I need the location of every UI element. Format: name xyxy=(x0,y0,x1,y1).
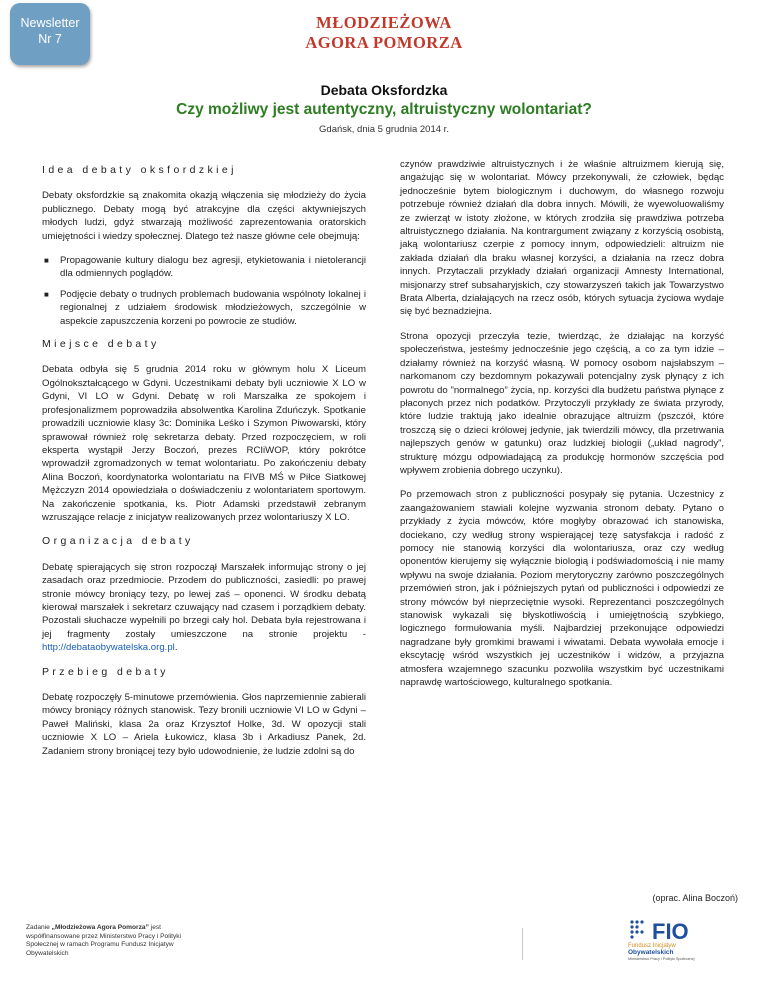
funding-project: „Młodzieżowa Agora Pomorza” xyxy=(51,924,149,931)
section-heading-course: Przebieg debaty xyxy=(42,665,169,678)
section-heading-place: Miejsce debaty xyxy=(42,338,160,351)
fio-line2: Obywatelskich xyxy=(628,949,674,956)
paragraph-end: . xyxy=(174,642,178,654)
page-title: Debata Oksfordzka xyxy=(320,82,448,98)
list-item-text: Podjęcie debaty o trudnych problemach budowania wspólnoty lokalnej i regionalnej z udziałem środowisk młodzieżowych, szczególnie w aspekcie zapuszczenia korzeni po powrocie ze studiów. xyxy=(60,288,366,327)
paragraph: Strona opozycji przeczyła tezie, twierdząc, że działając na korzyść społeczeństwa, jesteśmy jednocześnie jego częścią, a co za tym idzie – działamy również na korzyść własną. W pomocy osobom najsłabszym – narkomanom czy bezdomnym pokazywali potencjalny zysk płynący z ich powrotu do ”normalnego” życia, np. korzyści dla budżetu państwa płynące z płaconych przez nich podatków. Przytoczyli przykłady ze świata przyrody, które ludzie traktują jako idealnie obrazujące altruizm (pszczół, które troszczą się o dzieci królowej jedynie, jak twierdzili mówcy, dla przetrwania najlepszych genów w gatunku) oraz ludzkiej biologii („układ nagrody”, strukturę mózgu odpowiadającą za produkcję hormonów szczęścia pod wpływem zrobienia dobrego uczynku). xyxy=(400,330,724,476)
funding-post: jest współfinansowane przez Ministerstwo Pracy i Polityki Społecznej w ramach Programu Fundusz Inicjatyw Obywatelskich xyxy=(26,924,182,957)
funding-pre: Zadanie xyxy=(26,924,52,931)
brand-title xyxy=(0,13,768,53)
author-credit: (oprac. Alina Boczoń) xyxy=(652,893,738,903)
badge-line1: Newsletter xyxy=(20,16,80,30)
paragraph: Debaty oksfordzkie są znakomita okazją włączenia się młodzieży do życia publicznego. Debaty mogą być atrakcyjne dla części aktywniejszych młodych ludzi, gdyż stwarzają możliwość zaprezentowania oratorskich umiejętności i wiedzy społecznej. Dlatego też nasze główne cele obejmują: xyxy=(42,190,366,242)
right-column xyxy=(400,158,724,700)
project-link[interactable]: http://debataobywatelska.org.pl xyxy=(42,642,175,654)
paragraph: Debata odbyła się 5 grudnia 2014 roku w głównym holu X Liceum Ogólnokształcącego w Gdyni. Uczestnikami debaty byli uczniowie X LO w Gdyni, VI LO w Gdyni. Debatę w roli Marszałka ze spokojem i profesjonalizmem poprowadziła absolwentka Karolina Zduńczyk. Spotkanie prowadzili uczniowie klasy 3c: Dominika Leśko i Szymon Piwowarski, który sprawował również rolę sekretarza debaty. Przed rozpoczęciem, w roli eksperta wystąpił Jerzy Boczoń, prezes RCIiWOP, który pokrótce wprowadził zgromadzonych w temat wolontariatu. Po zakończeniu debaty Alina Boczoń, koordynatorka wolontariatu na FIVB MŚ w Piłce Siatkowej Mężczyzn 2014 opowiedziała o doświadczeniu z wolontariatem sportowym. Na zakończenie spotkania, ks. Piotr Adamski przedstawił zebranym wzruszające relacje z inicjatyw realizowanych przez wolontariuszy X LO. xyxy=(42,364,366,523)
paragraph: czynów prawdziwie altruistycznych i że właśnie altruizmem kierują się, angażując się w wolontariat. Mówcy przekonywali, że człowiek, będąc jednocześnie bytem biologicznym i duchowym, do własnego rozwoju potrzebuje również działań dla dobra innych. Mówili, że wyewoluowaliśmy ze zwierząt w istoty złożone, w których zrodziła się prawdziwa potrzeba altruistycznego działania. Na kontrargument związany z korzyścią osobistą, jaką wolontariusz czerpie z pomocy innym, odpowiedzieli: altruizm nie zakłada działań dla braku własnej korzyści, a działania na rzecz dobra innych. Przytaczali przykłady działań organizacji Amnesty International, misjonarzy stref subsaharyjskich, czy stowarzyszeń takich jak Towarzystwo Brata Alberta, działających na rzecz osób, których sytuacja życiowa wydaje się być beznadziejna. xyxy=(400,159,724,318)
divider xyxy=(522,928,523,960)
fio-line3: Ministerstwo Pracy i Polityki Społecznej xyxy=(628,957,695,961)
paragraph: Debatę rozpoczęły 5-minutowe przemówienia. Głos naprzemiennie zabierali mówcy broniący różnych stanowisk. Tezy bronili uczniowie VI LO w Gdyni – Paweł Maliński, klasa 2a oraz Krzysztof Holke, 3d. W opozycji stali uczniowie X LO – Ariela Łukowicz, klasa 3b i Arkadiusz Panek, 2d. Zadaniem strony broniącej tezy było udowodnienie, że ludzie zdolni są do xyxy=(42,692,366,757)
paragraph-text: Debatę spierających się stron rozpoczął Marszałek informując strony o jej zasadach oraz przedmiocie. Przodem do publiczności, zasiedli: po prawej stronie mówcy broniący tezy, po lewej zaś – oponenci. W środku debatą kierował marszałek i sekretarz czuwający nad czasem i porządkiem debaty. Pozostali słuchacze wypełnili po brzegi cały hol. Debata była rejestrowana i jej fragmenty zostały umieszczone na stronie projektu - xyxy=(42,561,366,640)
dateline: Gdańsk, dnia 5 grudnia 2014 r. xyxy=(319,124,449,135)
page-subtitle: Czy możliwy jest autentyczny, altruistyczny wolontariat? xyxy=(176,101,592,118)
fio-logo xyxy=(626,915,716,961)
bullet-icon: ■ xyxy=(44,256,49,266)
section-heading-organization: Organizacja debaty xyxy=(42,535,194,548)
list-item xyxy=(42,288,366,328)
fio-letters: FIO xyxy=(652,919,689,944)
goals-list xyxy=(42,254,366,328)
fio-line1: Fundusz Inicjatyw xyxy=(628,943,676,949)
brand-line2: AGORA POMORZA xyxy=(305,33,463,52)
left-column xyxy=(42,158,366,769)
list-item-text: Propagowanie kultury dialogu bez agresji, etykietowania i nietolerancji dla odmiennych poglądów. xyxy=(60,255,366,280)
fio-dots-icon xyxy=(630,920,643,938)
funding-note xyxy=(26,924,206,958)
paragraph: Po przemowach stron z publiczności posypały się pytania. Uczestnicy z zaangażowaniem stawiali kolejne wyzwania stronom debaty. Pytano o przykłady z życia mówców, które mogłyby obrazować ich stanowiska, dociekano, czy według strony wspierającej tezę satysfakcja i radość z pomocy nie stanowią korzyści dla wolontariusza, oraz czy według oponentów kierujemy się wyłącznie biologią i podświadomością i nie mamy wpływu na swoje działania. Poziom merytoryczny zarówno poszczególnych przemówień stron, jak i późniejszych pytań od publiczności i odpowiedzi ze strony mówców był nieprzeciętnie wysoki. Reprezentanci poszczególnych stanowisk wykazali się błyskotliwością i umiejętnością szybkiego, logicznego formułowania myśli. Najbardziej przekonujące odpowiedzi nagradzane były gromkimi brawami i wiwatami. Debata wywołała emocje i ekscytację wśród wszystkich jej uczestników i widzów, a przyjazna atmosfera wzajemnego szacunku pozwoliła wszystkim być uczestnikami naprawdę wartościowego, kulturalnego spotkania. xyxy=(400,489,724,689)
badge-line2: Nr 7 xyxy=(38,32,62,46)
list-item xyxy=(42,254,366,281)
bullet-icon: ■ xyxy=(44,289,49,299)
brand-line1: MŁODZIEŻOWA xyxy=(316,13,452,32)
section-heading-idea: Idea debaty oksfordzkiej xyxy=(42,164,237,176)
paragraph xyxy=(42,561,366,655)
